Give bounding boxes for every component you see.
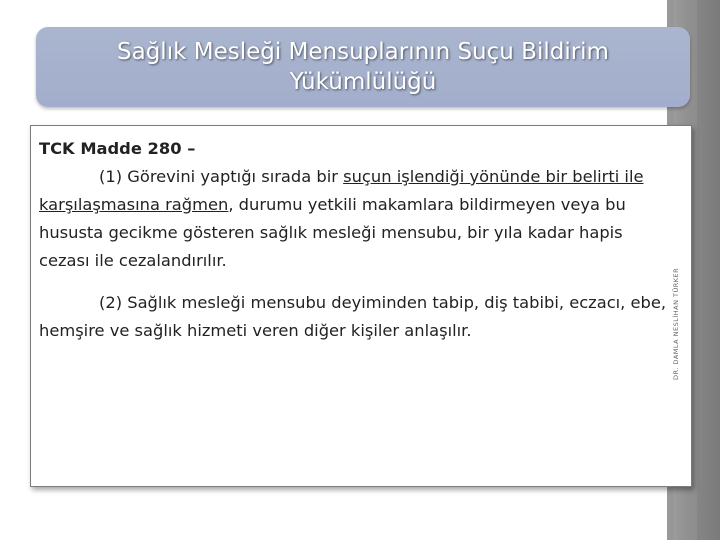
paragraph-1 [39, 163, 669, 275]
paragraph-1-end: , durumu yetkili makamlara bildirmeyen veya bu hususta gecikme gösteren sağlık mesleği mensubu, bir yıla kadar hapis cezası ile cezalandırılır. [39, 195, 626, 270]
slide-title-line-2: Yükümlülüğü [289, 69, 437, 95]
law-text [39, 135, 669, 345]
title-banner [36, 27, 690, 107]
article-heading: TCK Madde 280 – [39, 139, 196, 158]
slide-title-line-1: Sağlık Mesleği Mensuplarının Suçu Bildirim [117, 39, 609, 65]
paragraph-2 [39, 289, 669, 345]
paragraph-2-text: (2) Sağlık mesleği mensubu deyiminden tabip, diş tabibi, eczacı, ebe, hemşire ve sağlık hizmeti veren diğer kişiler anlaşılır. [39, 293, 667, 340]
slide-title [117, 37, 609, 97]
paragraph-1-underlined: suçun işlendiği yönünde bir belirti ile karşılaşmasına rağmen [39, 167, 644, 214]
content-box [30, 125, 692, 487]
paragraph-1-start: (1) Görevini yaptığı sırada bir [99, 167, 344, 186]
author-side-note [670, 252, 686, 382]
author-side-note-text: DR. DAMLA NESLİHAN TÜRKER [672, 267, 680, 380]
